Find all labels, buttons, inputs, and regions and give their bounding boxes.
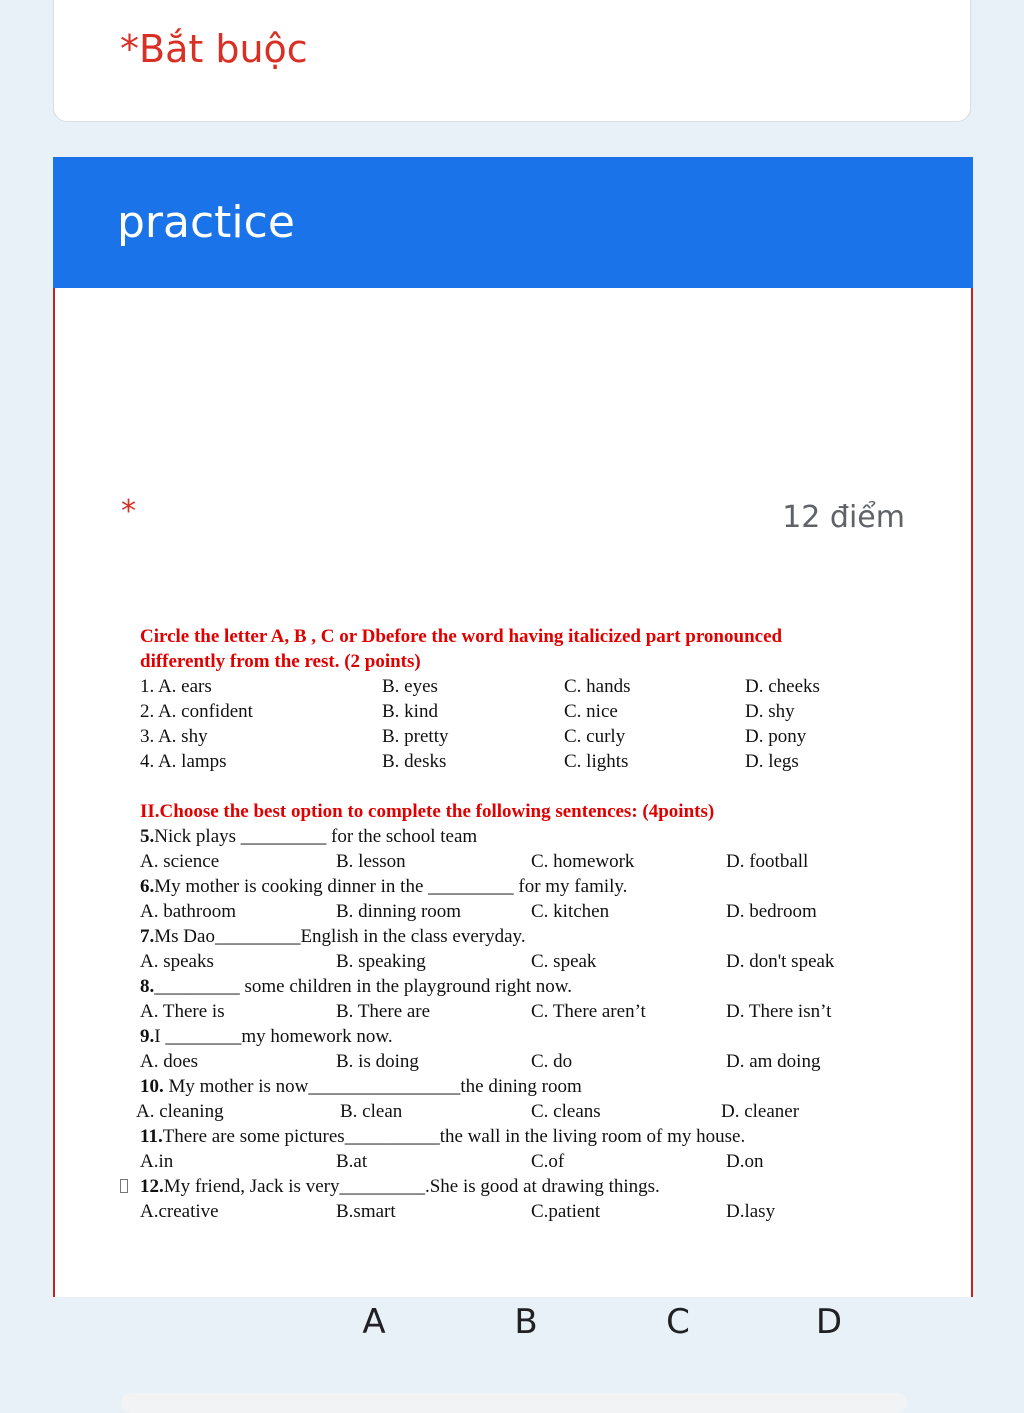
option: C. speak — [531, 951, 597, 972]
quiz-image — [136, 624, 900, 1224]
question-number: 11. — [140, 1126, 163, 1147]
option: B. There are — [336, 1001, 431, 1022]
question-text: I ________my homework now. — [154, 1026, 393, 1047]
question-number: 8. — [140, 976, 155, 997]
option: C. kitchen — [531, 901, 610, 922]
choice-c[interactable]: C — [666, 1302, 690, 1342]
options-row — [140, 1149, 900, 1174]
question-text: My mother is now________________the dining room — [163, 1076, 582, 1097]
options-row — [140, 899, 900, 924]
question-text: Ms Dao_________English in the class everyday. — [154, 926, 526, 947]
option: B. eyes — [382, 676, 438, 697]
question-stem — [140, 1074, 900, 1099]
question-stem — [140, 1024, 900, 1049]
question-number: 5. — [140, 826, 155, 847]
part1-row — [140, 749, 900, 774]
options-row — [140, 949, 900, 974]
option: C. homework — [531, 851, 635, 872]
required-marker: * — [121, 494, 136, 529]
option: B. desks — [382, 751, 447, 772]
option: A. bathroom — [140, 901, 237, 922]
option: B. is doing — [336, 1051, 419, 1072]
option: B. clean — [340, 1101, 403, 1122]
option: B.at — [336, 1151, 368, 1172]
choice-b[interactable]: B — [514, 1302, 538, 1342]
option: A.in — [140, 1151, 174, 1172]
part1-row — [140, 724, 900, 749]
option: C.patient — [531, 1201, 601, 1222]
option: D.lasy — [726, 1201, 776, 1222]
part1-row — [140, 699, 900, 724]
option: 3. A. shy — [140, 726, 208, 747]
option: A. does — [140, 1051, 199, 1072]
option: D. football — [726, 851, 809, 872]
option: D. am doing — [726, 1051, 821, 1072]
option: B. dinning room — [336, 901, 462, 922]
option: D. cheeks — [745, 676, 820, 697]
part1-heading-line1: Circle the letter A, B , C or Dbefore the word having italicized part pronounced — [140, 626, 783, 647]
option: A. speaks — [140, 951, 214, 972]
option: B. lesson — [336, 851, 406, 872]
options-row — [140, 849, 900, 874]
question-text: Nick plays _________ for the school team — [154, 826, 478, 847]
option: A. There is — [140, 1001, 225, 1022]
options-row — [140, 1049, 900, 1074]
image-handle-icon — [120, 1179, 128, 1193]
part2-heading: II.Choose the best option to complete the following sentences: (4points) — [140, 801, 715, 822]
required-notice: *Bắt buộc — [120, 27, 308, 71]
option: B. pretty — [382, 726, 449, 747]
question-points: 12 điểm — [782, 500, 905, 535]
question-stem — [140, 974, 900, 999]
question-stem — [140, 924, 900, 949]
options-row — [136, 1099, 900, 1124]
option: D. legs — [745, 751, 799, 772]
question-stem — [140, 1124, 900, 1149]
section-card — [53, 157, 973, 1342]
option: B. kind — [382, 701, 438, 722]
options-row — [140, 1199, 900, 1224]
option: D. pony — [745, 726, 807, 747]
option: D.on — [726, 1151, 764, 1172]
option: D. bedroom — [726, 901, 817, 922]
question-number: 12. — [140, 1176, 164, 1197]
question-number: 9. — [140, 1026, 155, 1047]
part1-heading-line2: differently from the rest. (2 points) — [140, 651, 421, 672]
option: C. nice — [564, 701, 618, 722]
option: D. don't speak — [726, 951, 835, 972]
question-text: There are some pictures__________the wall in the living room of my house. — [162, 1126, 746, 1147]
next-question-edge — [121, 1393, 907, 1413]
required-notice-card — [53, 0, 971, 122]
question-text: My mother is cooking dinner in the _________ for my family. — [154, 876, 628, 897]
section-header — [53, 157, 973, 288]
section-title: practice — [117, 197, 295, 248]
options-row — [140, 999, 900, 1024]
question-text: My friend, Jack is very_________.She is good at drawing things. — [163, 1176, 660, 1197]
question-stem — [140, 1174, 900, 1199]
option: B.smart — [336, 1201, 396, 1222]
option: C. There aren’t — [531, 1001, 646, 1022]
choice-a[interactable]: A — [362, 1302, 386, 1342]
option: 4. A. lamps — [140, 751, 227, 772]
part1-row — [140, 674, 900, 699]
question-stem — [140, 874, 900, 899]
option: 1. A. ears — [140, 676, 212, 697]
option: C. do — [531, 1051, 573, 1072]
question-number: 10. — [140, 1076, 164, 1097]
question-stem — [140, 824, 900, 849]
option: C. hands — [564, 676, 631, 697]
option: D. There isn’t — [726, 1001, 832, 1022]
option: A. cleaning — [136, 1101, 224, 1122]
question-number: 6. — [140, 876, 155, 897]
choice-d[interactable]: D — [815, 1302, 843, 1342]
question-number: 7. — [140, 926, 155, 947]
option: D. cleaner — [721, 1101, 800, 1122]
option: C.of — [531, 1151, 565, 1172]
option: C. lights — [564, 751, 629, 772]
option: D. shy — [745, 701, 795, 722]
option: B. speaking — [336, 951, 426, 972]
question-text: _________ some children in the playground right now. — [154, 976, 573, 997]
question-card — [53, 288, 973, 1342]
option: C. cleans — [531, 1101, 601, 1122]
option: A.creative — [140, 1201, 219, 1222]
option: 2. A. confident — [140, 701, 253, 722]
option: A. science — [140, 851, 220, 872]
answer-choices — [55, 1302, 971, 1352]
option: C. curly — [564, 726, 626, 747]
